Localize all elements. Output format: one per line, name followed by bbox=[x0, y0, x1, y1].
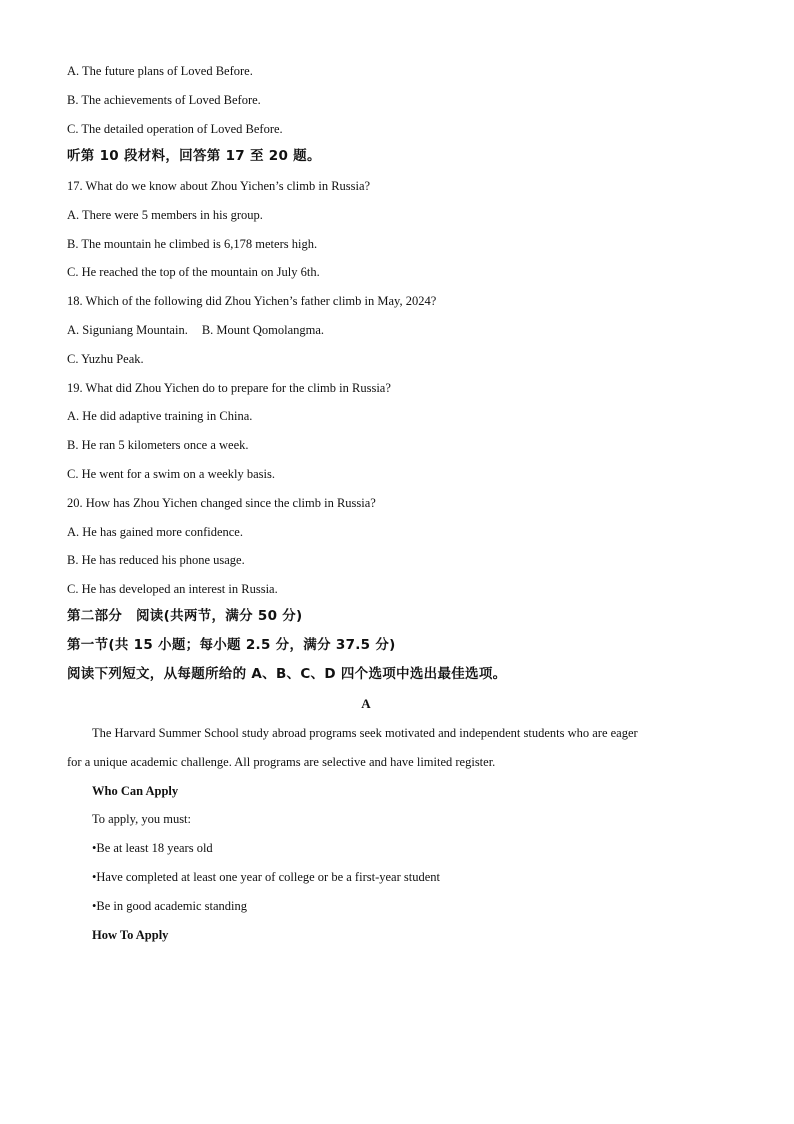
passage-intro-line2: for a unique academic challenge. All programs are selective and have limited register. bbox=[67, 755, 496, 769]
q16-option-a: A. The future plans of Loved Before. bbox=[67, 64, 253, 78]
section10-instruction: 听第 10 段材料，回答第 17 至 20 题。 bbox=[67, 148, 321, 164]
q16-option-b: B. The achievements of Loved Before. bbox=[67, 93, 261, 107]
q17-option-b: B. The mountain he climbed is 6,178 meters high. bbox=[67, 237, 318, 251]
requirement-item: •Be at least 18 years old bbox=[92, 841, 213, 855]
requirement-item: •Be in good academic standing bbox=[92, 899, 248, 913]
q20-question: 20. How has Zhou Yichen changed since the climb in Russia? bbox=[67, 496, 376, 510]
q18-options-ab bbox=[67, 322, 324, 338]
q20-option-a: A. He has gained more confidence. bbox=[67, 525, 243, 539]
passage-intro-line1: The Harvard Summer School study abroad programs seek motivated and independent students who are eager bbox=[92, 726, 638, 740]
q19-option-c: C. He went for a swim on a weekly basis. bbox=[67, 467, 275, 481]
q17-option-c: C. He reached the top of the mountain on July 6th. bbox=[67, 265, 320, 279]
q19-question: 19. What did Zhou Yichen do to prepare for the climb in Russia? bbox=[67, 381, 391, 395]
passage-label: A bbox=[361, 696, 371, 711]
q19-option-b: B. He ran 5 kilometers once a week. bbox=[67, 438, 249, 452]
q18-option-a: A. Siguniang Mountain. bbox=[67, 323, 188, 337]
how-to-apply-heading: How To Apply bbox=[92, 928, 169, 942]
requirement-item: •Have completed at least one year of college or be a first-year student bbox=[92, 870, 440, 884]
who-can-apply-heading: Who Can Apply bbox=[92, 784, 179, 798]
who-intro: To apply, you must: bbox=[92, 812, 192, 826]
reading-section-title: 第一节(共 15 小题；每小题 2.5 分，满分 37.5 分) bbox=[67, 637, 396, 653]
reading-instruction: 阅读下列短文，从每题所给的 A、B、C、D 四个选项中选出最佳选项。 bbox=[67, 666, 507, 682]
q17-question: 17. What do we know about Zhou Yichen’s climb in Russia? bbox=[67, 179, 371, 193]
q19-option-a: A. He did adaptive training in China. bbox=[67, 409, 253, 423]
q18-option-c: C. Yuzhu Peak. bbox=[67, 352, 144, 366]
q16-option-c: C. The detailed operation of Loved Before. bbox=[67, 122, 283, 136]
reading-part-title: 第二部分 阅读(共两节，满分 50 分) bbox=[67, 608, 303, 624]
q20-option-b: B. He has reduced his phone usage. bbox=[67, 553, 245, 567]
q18-option-b: B. Mount Qomolangma. bbox=[201, 323, 325, 337]
q18-question: 18. Which of the following did Zhou Yichen’s father climb in May, 2024? bbox=[67, 294, 437, 308]
q20-option-c: C. He has developed an interest in Russia. bbox=[67, 582, 278, 596]
q17-option-a: A. There were 5 members in his group. bbox=[67, 208, 263, 222]
